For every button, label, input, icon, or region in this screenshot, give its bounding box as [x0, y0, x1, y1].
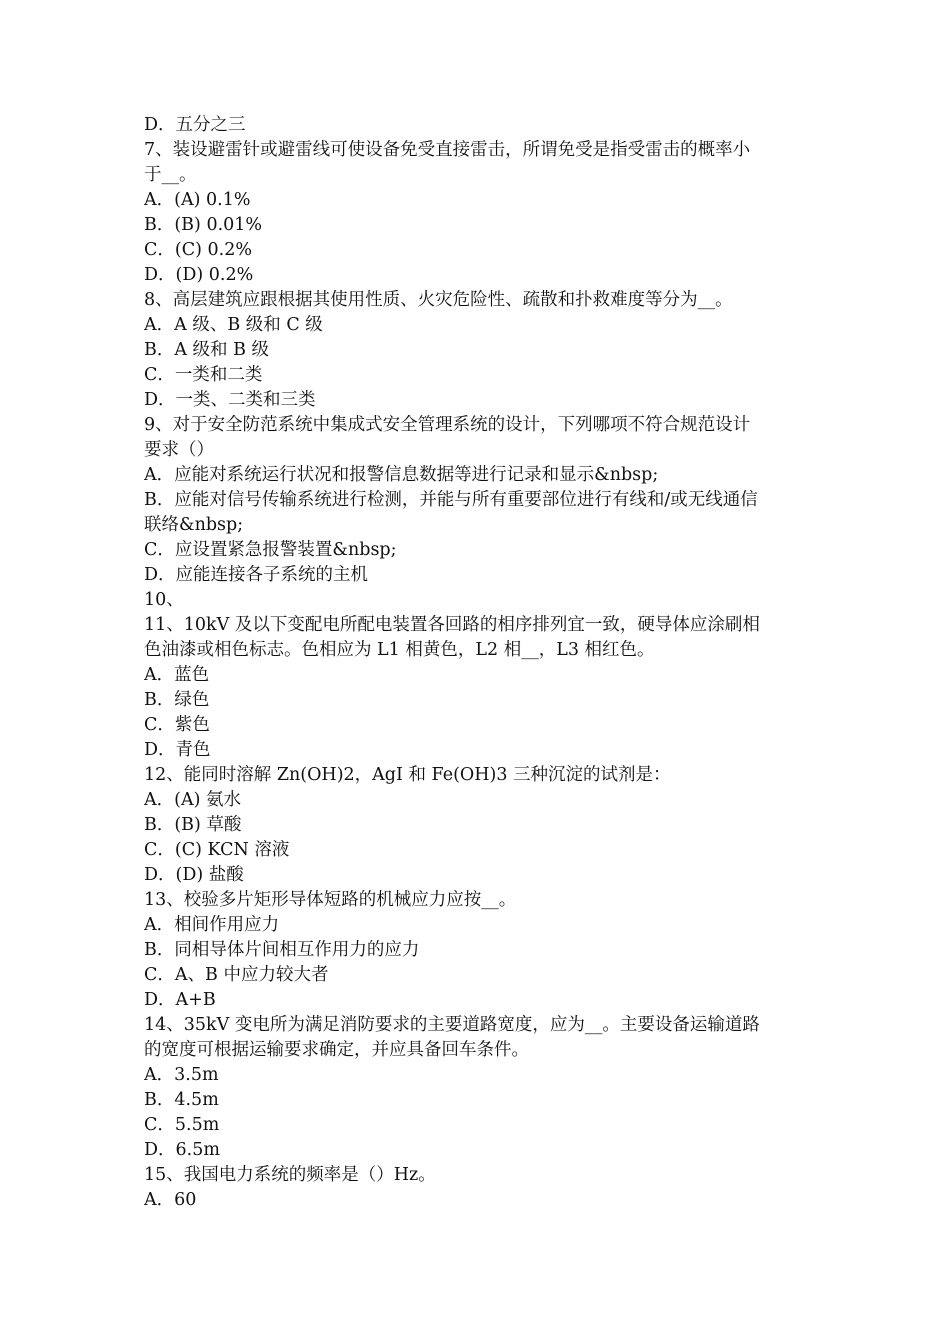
text-line: D．6.5m	[144, 1140, 220, 1160]
text-line: 10、	[144, 590, 184, 610]
text-line: D．A+B	[144, 990, 216, 1010]
text-line: B．A 级和 B 级	[144, 340, 270, 360]
text-line: 9、对于安全防范系统中集成式安全管理系统的设计，下列哪项不符合规范设计	[144, 415, 751, 435]
text-line: A．应能对系统运行状况和报警信息数据等进行记录和显示&nbsp;	[144, 465, 659, 485]
text-line: 要求（）	[144, 440, 214, 460]
text-line: C．(C) 0.2%	[144, 240, 252, 260]
text-line: B．应能对信号传输系统进行检测，并能与所有重要部位进行有线和/或无线通信	[144, 490, 758, 510]
text-line: C．5.5m	[144, 1115, 220, 1135]
text-line: A．3.5m	[144, 1065, 219, 1085]
text-line: C．紫色	[144, 715, 210, 735]
text-line: A．蓝色	[144, 665, 210, 685]
text-line: C．A、B 中应力较大者	[144, 965, 329, 985]
text-line: A．60	[144, 1190, 197, 1210]
text-line: B．同相导体片间相互作用力的应力	[144, 940, 420, 960]
text-line: A．A 级、B 级和 C 级	[144, 315, 323, 335]
text-line: 7、装设避雷针或避雷线可使设备免受直接雷击，所谓免受是指受雷击的概率小	[144, 140, 751, 160]
text-line: A．相间作用应力	[144, 915, 280, 935]
text-line: A．(A) 氨水	[144, 790, 241, 810]
text-line: A．(A) 0.1%	[144, 190, 251, 210]
text-line: D．(D) 0.2%	[144, 265, 254, 285]
text-line: 14、35kV 变电所为满足消防要求的主要道路宽度，应为__。主要设备运输道路	[144, 1015, 760, 1035]
document-body	[144, 113, 814, 1213]
text-line: 的宽度可根据运输要求确定，并应具备回车条件。	[144, 1040, 529, 1060]
text-line: 色油漆或相色标志。色相应为 L1 相黄色，L2 相__，L3 相红色。	[144, 640, 655, 660]
text-line: B．(B) 0.01%	[144, 215, 263, 235]
text-line: D．一类、二类和三类	[144, 390, 316, 410]
text-line: 15、我国电力系统的频率是（）Hz。	[144, 1165, 436, 1185]
text-line: D．应能连接各子系统的主机	[144, 565, 369, 585]
text-line: D．(D) 盐酸	[144, 865, 244, 885]
text-line: C．(C) KCN 溶液	[144, 840, 290, 860]
text-line: 于__。	[144, 165, 197, 185]
text-line: B．绿色	[144, 690, 210, 710]
text-line: B．4.5m	[144, 1090, 219, 1110]
text-line: C．一类和二类	[144, 365, 263, 385]
text-line: 联络&nbsp;	[144, 515, 244, 535]
text-line: B．(B) 草酸	[144, 815, 242, 835]
text-line: 8、高层建筑应跟根据其使用性质、火灾危险性、疏散和扑救难度等分为__。	[144, 290, 733, 310]
text-line: 13、校验多片矩形导体短路的机械应力应按__。	[144, 890, 517, 910]
text-line: 11、10kV 及以下变配电所配电装置各回路的相序排列宜一致，硬导体应涂刷相	[144, 615, 760, 635]
text-line: 12、能同时溶解 Zn(OH)2，AgI 和 Fe(OH)3 三种沉淀的试剂是：	[144, 765, 671, 785]
text-line: D．青色	[144, 740, 211, 760]
text-line: C．应设置紧急报警装置&nbsp;	[144, 540, 397, 560]
text-line: D．五分之三	[144, 115, 246, 135]
